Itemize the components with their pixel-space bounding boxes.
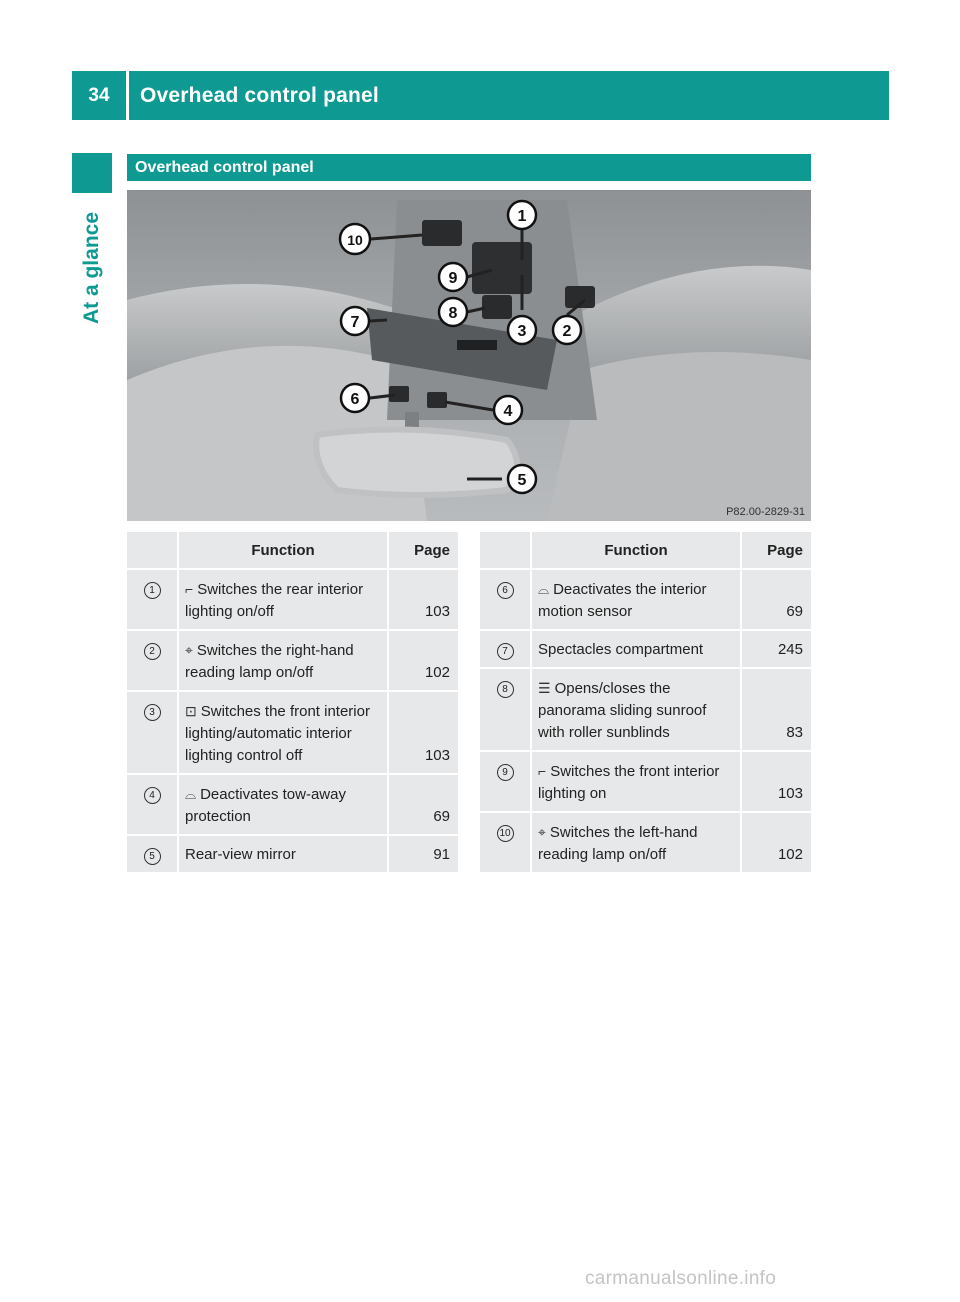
page-ref: 69 [389, 775, 458, 834]
column-header-page: Page [389, 532, 458, 568]
motion-sensor-off-icon: ⌓ [538, 581, 550, 597]
page-ref: 103 [742, 752, 811, 811]
function-text: Opens/closes the panorama sliding sunroof with roller sunblinds [538, 680, 707, 741]
page-ref: 102 [389, 631, 458, 690]
function-text: Spectacles compartment [538, 641, 704, 658]
tow-away-protection-off-icon: ⌓ [185, 786, 197, 802]
function-table-left [127, 530, 458, 874]
side-tab-label: At a glance [80, 211, 103, 324]
callout-label: 7 [350, 314, 360, 331]
function-text: Switches the front interior lighting on [538, 763, 720, 802]
page-header-title: Overhead control panel [140, 83, 379, 107]
table-row [127, 836, 458, 872]
reading-lamp-icon: ⌖ [538, 824, 546, 840]
item-number: 3 [144, 704, 161, 721]
callout-label: 3 [517, 323, 527, 340]
callout-label: 1 [517, 208, 527, 225]
callout-label: 4 [503, 403, 513, 420]
callout-label: 9 [448, 270, 458, 287]
function-text: Switches the rear interior lighting on/off [185, 581, 364, 620]
table-row [127, 631, 458, 690]
item-number: 9 [497, 764, 514, 781]
column-header-page: Page [742, 532, 811, 568]
item-number: 7 [497, 643, 514, 660]
function-text: Switches the front interior lighting/automatic interior lighting control off [185, 703, 370, 764]
function-table-right [480, 530, 811, 874]
interior-light-off-icon: ⊡ [185, 703, 197, 719]
table-row [480, 752, 811, 811]
callout-label: 5 [517, 472, 527, 489]
table-row [480, 669, 811, 750]
page-ref: 69 [742, 570, 811, 629]
front-interior-light-on-icon: ⌐ [538, 763, 547, 779]
table-row [480, 813, 811, 872]
side-tab [72, 200, 112, 335]
callout-label: 6 [350, 391, 360, 408]
table-row [127, 692, 458, 773]
page-ref: 102 [742, 813, 811, 872]
column-header-function: Function [179, 532, 389, 568]
watermark: carmanualsonline.info [585, 1268, 777, 1289]
side-tab-block [72, 153, 112, 193]
page-ref: 91 [389, 836, 458, 872]
callout-label: 2 [562, 323, 572, 340]
item-number: 6 [497, 582, 514, 599]
item-number: 1 [144, 582, 161, 599]
item-number: 5 [144, 848, 161, 865]
page-ref: 83 [742, 669, 811, 750]
column-header-function: Function [532, 532, 742, 568]
callout-label: 10 [347, 232, 363, 248]
rear-interior-light-icon: ⌐ [185, 581, 194, 597]
section-title: Overhead control panel [127, 154, 811, 181]
page-ref: 103 [389, 692, 458, 773]
reading-lamp-icon: ⌖ [185, 642, 193, 658]
function-text: Switches the right-hand reading lamp on/off [185, 642, 354, 681]
function-text: Switches the left-hand reading lamp on/off [538, 824, 698, 863]
page-ref: 103 [389, 570, 458, 629]
page-number: 34 [88, 84, 110, 106]
overhead-panel-photo [127, 190, 811, 521]
image-code: P82.00-2829-31 [726, 506, 805, 518]
function-text: Deactivates the interior motion sensor [538, 581, 707, 620]
page-ref: 245 [742, 631, 811, 667]
item-number: 4 [144, 787, 161, 804]
callout-label: 8 [448, 305, 458, 322]
table-row [480, 631, 811, 667]
table-row [480, 570, 811, 629]
header-divider [126, 71, 129, 120]
item-number: 10 [497, 825, 514, 842]
item-number: 2 [144, 643, 161, 660]
table-row [127, 775, 458, 834]
function-text: Deactivates tow-away protection [185, 786, 346, 825]
function-text: Rear-view mirror [185, 846, 296, 863]
item-number: 8 [497, 681, 514, 698]
table-row [127, 570, 458, 629]
sunroof-icon: ☰ [538, 680, 551, 696]
